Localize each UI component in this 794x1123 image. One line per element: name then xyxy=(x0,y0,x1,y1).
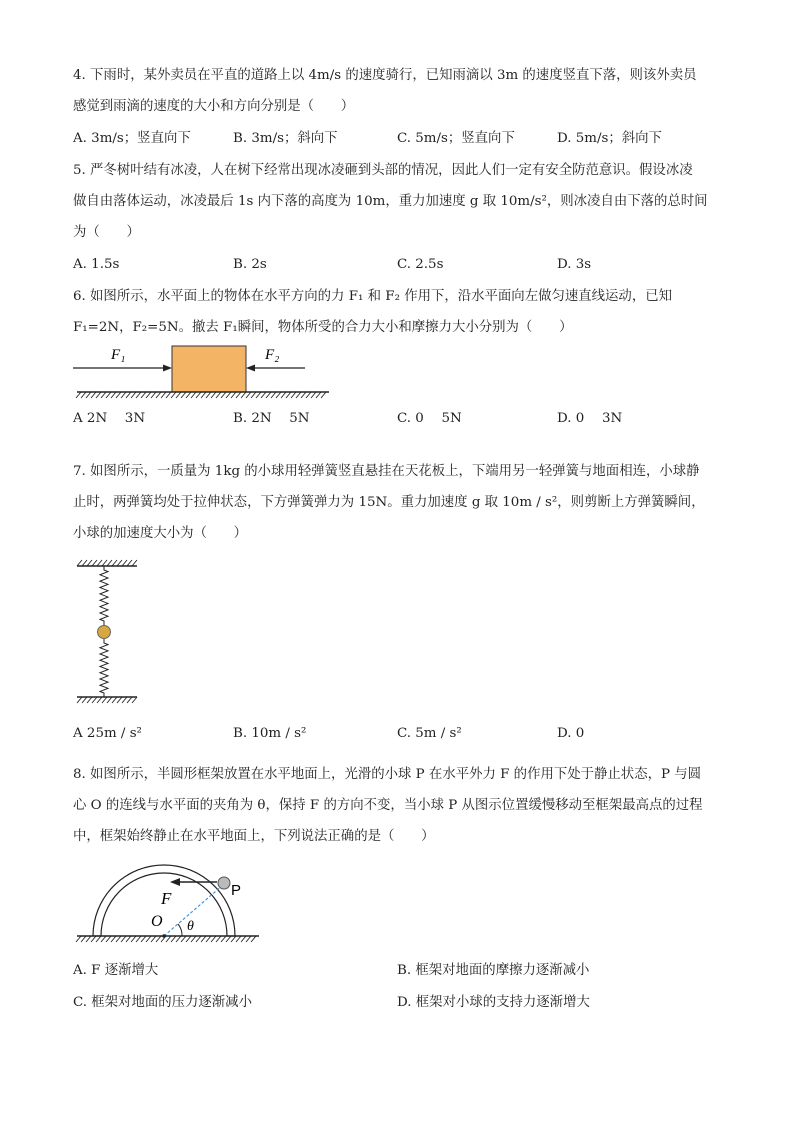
hatch-mark xyxy=(256,392,261,398)
hatch-mark xyxy=(122,560,127,566)
hatch-mark xyxy=(241,392,246,398)
hatch-mark xyxy=(76,392,81,398)
q8-stem-line1: 8. 如图所示，半圆形框架放置在水平地面上，光滑的小球 P 在水平外力 F 的作用下处于静止状态，P 与圆 xyxy=(73,767,702,782)
ground-hatching xyxy=(76,936,256,942)
hatch-mark xyxy=(156,392,161,398)
q7-stem-line2: 止时，两弹簧均处于拉伸状态，下方弹簧弹力为 15N。重力加速度 g 取 10m / s²，则剪断上方弹簧瞬间， xyxy=(73,495,705,510)
q4-option-b: B. 3m/s；斜向下 xyxy=(233,131,338,146)
f2-arrowhead xyxy=(246,365,255,372)
hatch-mark xyxy=(106,392,111,398)
q4-stem-line1: 4. 下雨时，某外卖员在平直的道路上以 4m/s 的速度骑行，已知雨滴以 3m 的速度竖直下落，则该外卖员 xyxy=(73,68,697,83)
q7-option-a: A 25m / s² xyxy=(73,726,142,741)
hatch-mark xyxy=(296,392,301,398)
hatch-mark xyxy=(226,392,231,398)
hatch-mark xyxy=(176,392,181,398)
q7-option-c: C. 5m / s² xyxy=(397,726,462,741)
hatch-mark xyxy=(246,392,251,398)
force-f-arrowhead xyxy=(170,878,180,886)
hatch-mark xyxy=(201,392,206,398)
q8-option-d: D. 框架对小球的支持力逐渐增大 xyxy=(397,995,590,1010)
center-o-label: O xyxy=(151,913,163,930)
hatch-mark xyxy=(196,392,201,398)
hatch-mark xyxy=(211,392,216,398)
hatch-mark xyxy=(86,936,91,942)
f2-label: F₂ xyxy=(265,347,280,363)
theta-arc xyxy=(178,924,182,936)
hatch-mark xyxy=(81,392,86,398)
hatch-mark xyxy=(266,392,271,398)
hatch-mark xyxy=(127,560,132,566)
ceiling-hatching xyxy=(77,560,137,566)
ball xyxy=(98,626,111,639)
hatch-mark xyxy=(116,392,121,398)
hatch-mark xyxy=(166,936,171,942)
hatch-mark xyxy=(146,936,151,942)
hatch-mark xyxy=(107,560,112,566)
hatch-mark xyxy=(87,697,92,703)
hatch-mark xyxy=(186,936,191,942)
hatch-mark xyxy=(117,560,122,566)
q4-option-d: D. 5m/s；斜向下 xyxy=(557,131,662,146)
hatch-mark xyxy=(112,697,117,703)
hatch-mark xyxy=(306,392,311,398)
hatch-mark xyxy=(122,697,127,703)
hatch-mark xyxy=(136,936,141,942)
hatch-mark xyxy=(91,392,96,398)
hatch-mark xyxy=(241,936,246,942)
hatch-mark xyxy=(176,936,181,942)
hatch-mark xyxy=(86,392,91,398)
hatch-mark xyxy=(236,392,241,398)
q6-force-diagram xyxy=(73,340,333,404)
q6-option-d: D. 0 3N xyxy=(557,411,623,426)
hatch-mark xyxy=(121,936,126,942)
hatch-mark xyxy=(236,936,241,942)
ball-p-label: P xyxy=(231,882,242,899)
q6-stem-line2: F₁=2N，F₂=5N。撤去 F₁瞬间，物体所受的合力大小和摩擦力大小分别为（ ） xyxy=(73,320,573,335)
hatch-mark xyxy=(111,392,116,398)
lower-spring xyxy=(100,639,108,697)
hatch-mark xyxy=(171,936,176,942)
hatch-mark xyxy=(97,697,102,703)
hatch-mark xyxy=(102,697,107,703)
hatch-mark xyxy=(96,936,101,942)
hatch-mark xyxy=(126,392,131,398)
q5-stem-line3: 为（ ） xyxy=(73,225,140,240)
hatch-mark xyxy=(131,392,136,398)
hatch-mark xyxy=(77,697,82,703)
hatch-mark xyxy=(132,560,137,566)
ground-hatching xyxy=(76,392,326,398)
q8-option-c: C. 框架对地面的压力逐渐减小 xyxy=(73,995,252,1010)
q6-option-a: A 2N 3N xyxy=(73,411,146,426)
hatch-mark xyxy=(221,392,226,398)
q8-option-b: B. 框架对地面的摩擦力逐渐减小 xyxy=(397,963,590,978)
hatch-mark xyxy=(251,936,256,942)
hatch-mark xyxy=(92,697,97,703)
hatch-mark xyxy=(87,560,92,566)
hatch-mark xyxy=(316,392,321,398)
q4-option-c: C. 5m/s；竖直向下 xyxy=(397,131,515,146)
hatch-mark xyxy=(206,936,211,942)
hatch-mark xyxy=(76,936,81,942)
hatch-mark xyxy=(276,392,281,398)
hatch-mark xyxy=(107,697,112,703)
hatch-mark xyxy=(191,936,196,942)
force-f-label: F xyxy=(161,889,172,908)
hatch-mark xyxy=(226,936,231,942)
q5-stem-line1: 5. 严冬树叶结有冰凌，人在树下经常出现冰凌砸到头部的情况，因此人们一定有安全防范意识。假设冰凌 xyxy=(73,163,693,178)
block xyxy=(172,346,246,392)
f1-arrowhead xyxy=(163,365,172,372)
upper-spring xyxy=(100,566,108,625)
q8-option-a: A. F 逐渐增大 xyxy=(73,963,159,978)
hatch-mark xyxy=(166,392,171,398)
hatch-mark xyxy=(281,392,286,398)
hatch-mark xyxy=(151,936,156,942)
hatch-mark xyxy=(161,392,166,398)
hatch-mark xyxy=(141,392,146,398)
floor-hatching xyxy=(77,697,137,703)
q4-option-a: A. 3m/s；竖直向下 xyxy=(73,131,191,146)
hatch-mark xyxy=(231,392,236,398)
hatch-mark xyxy=(146,392,151,398)
hatch-mark xyxy=(131,936,136,942)
hatch-mark xyxy=(301,392,306,398)
q7-stem-line1: 7. 如图所示，一质量为 1kg 的小球用轻弹簧竖直悬挂在天花板上，下端用另一轻弹簧与地面相连，小球静 xyxy=(73,464,700,479)
ball-p xyxy=(218,877,230,889)
hatch-mark xyxy=(311,392,316,398)
hatch-mark xyxy=(231,936,236,942)
q6-stem-line1: 6. 如图所示，水平面上的物体在水平方向的力 F₁ 和 F₂ 作用下，沿水平面向左做匀速直线运动，已知 xyxy=(73,289,672,304)
hatch-mark xyxy=(271,392,276,398)
q4-stem-line2: 感觉到雨滴的速度的大小和方向分别是（ ） xyxy=(73,99,355,114)
q6-option-c: C. 0 5N xyxy=(397,411,462,426)
hatch-mark xyxy=(102,560,107,566)
hatch-mark xyxy=(171,392,176,398)
hatch-mark xyxy=(181,936,186,942)
q8-stem-line2: 心 O 的连线与水平面的夹角为 θ，保持 F 的方向不变，当小球 P 从图示位置缓慢移动至框架最高点的过程 xyxy=(73,798,703,813)
q5-option-d: D. 3s xyxy=(557,257,592,272)
hatch-mark xyxy=(136,392,141,398)
hatch-mark xyxy=(206,392,211,398)
hatch-mark xyxy=(111,936,116,942)
hatch-mark xyxy=(116,936,121,942)
hatch-mark xyxy=(211,936,216,942)
hatch-mark xyxy=(286,392,291,398)
q7-spring-diagram xyxy=(73,556,143,708)
q8-semicircle-diagram xyxy=(73,856,263,948)
q5-option-b: B. 2s xyxy=(233,257,267,272)
hatch-mark xyxy=(127,697,132,703)
hatch-mark xyxy=(112,560,117,566)
hatch-mark xyxy=(82,697,87,703)
hatch-mark xyxy=(156,936,161,942)
hatch-mark xyxy=(246,936,251,942)
theta-label: θ xyxy=(187,919,194,934)
q5-option-a: A. 1.5s xyxy=(73,257,120,272)
q7-option-b: B. 10m / s² xyxy=(233,726,307,741)
hatch-mark xyxy=(141,936,146,942)
hatch-mark xyxy=(101,936,106,942)
hatch-mark xyxy=(92,560,97,566)
hatch-mark xyxy=(221,936,226,942)
hatch-mark xyxy=(216,936,221,942)
hatch-mark xyxy=(126,936,131,942)
q6-option-b: B. 2N 5N xyxy=(233,411,310,426)
hatch-mark xyxy=(251,392,256,398)
hatch-mark xyxy=(196,936,201,942)
q5-option-c: C. 2.5s xyxy=(397,257,444,272)
hatch-mark xyxy=(132,697,137,703)
hatch-mark xyxy=(106,936,111,942)
hatch-mark xyxy=(81,936,86,942)
hatch-mark xyxy=(101,392,106,398)
hatch-mark xyxy=(191,392,196,398)
hatch-mark xyxy=(121,392,126,398)
hatch-mark xyxy=(77,560,82,566)
hatch-mark xyxy=(117,697,122,703)
hatch-mark xyxy=(97,560,102,566)
hatch-mark xyxy=(321,392,326,398)
hatch-mark xyxy=(91,936,96,942)
hatch-mark xyxy=(151,392,156,398)
hatch-mark xyxy=(261,392,266,398)
hatch-mark xyxy=(201,936,206,942)
hatch-mark xyxy=(96,392,101,398)
f1-label: F₁ xyxy=(111,347,126,363)
q7-option-d: D. 0 xyxy=(557,726,585,741)
hatch-mark xyxy=(186,392,191,398)
q5-stem-line2: 做自由落体运动，冰凌最后 1s 内下落的高度为 10m，重力加速度 g 取 10m/s²，则冰凌自由下落的总时间 xyxy=(73,194,708,209)
q8-stem-line3: 中，框架始终静止在水平地面上，下列说法正确的是（ ） xyxy=(73,829,435,844)
hatch-mark xyxy=(181,392,186,398)
hatch-mark xyxy=(82,560,87,566)
hatch-mark xyxy=(216,392,221,398)
q7-stem-line3: 小球的加速度大小为（ ） xyxy=(73,526,248,541)
hatch-mark xyxy=(291,392,296,398)
